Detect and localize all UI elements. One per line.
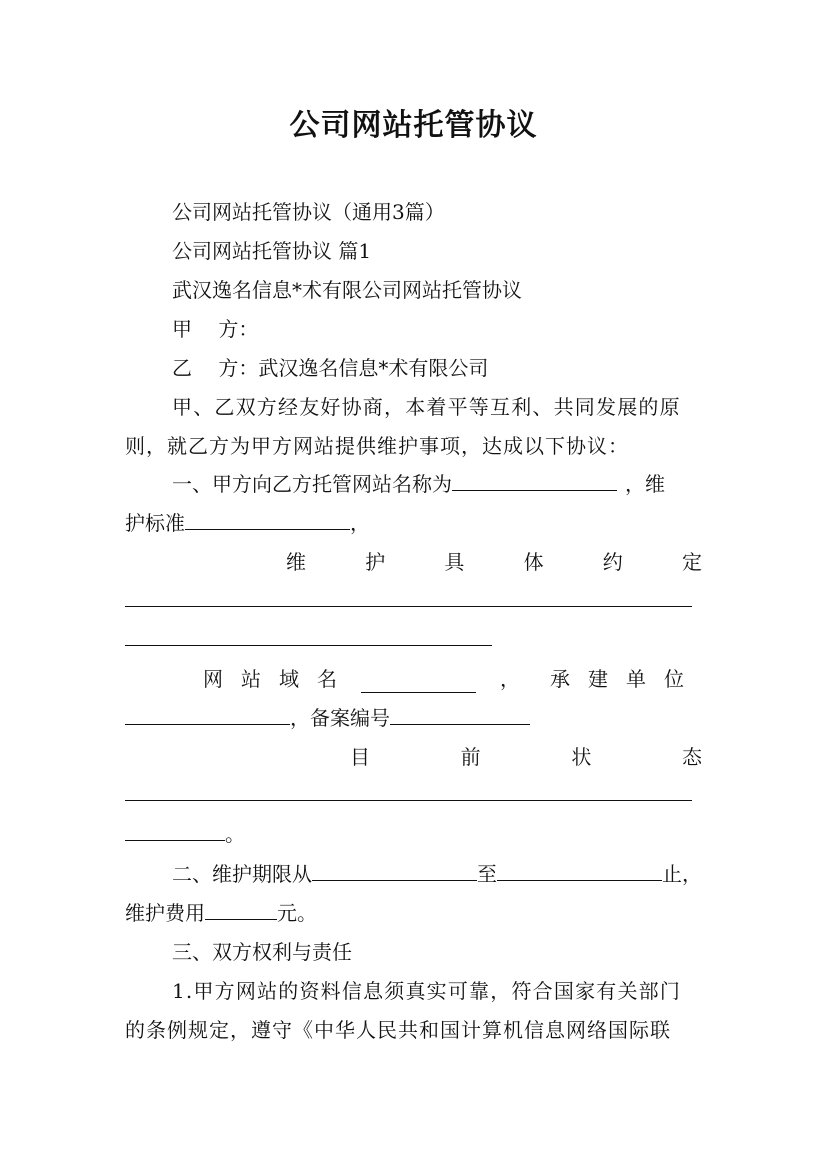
paragraph-intro-line2: 则，就乙方为甲方网站提供维护事项，达成以下协议： [125,434,629,458]
status-line2 [125,820,245,848]
rights-line1: 1.甲方网站的资料信息须真实可靠，符合国家有关部门 [172,979,682,1003]
char: 维 [286,550,306,574]
clause-2-line2 [125,899,317,927]
maintenance-details-label [286,548,702,576]
subtitle-line: 公司网站托管协议（通用3篇） [172,200,445,224]
end-date-blank [497,860,662,881]
clause-1-line1 [172,470,665,498]
clause-1-text: 一、甲方向乙方托管网站名称为 [172,472,452,496]
fee-blank [205,899,277,920]
builder-blank [125,704,290,725]
char: 护 [365,550,386,574]
char: 目 [350,745,370,769]
builder-label: 承建单位 [550,667,702,691]
char: 约 [602,550,623,574]
char: 态 [681,745,702,769]
clause-1-line2 [125,509,370,537]
clause-1-suffix: ，维 [625,472,665,496]
char: 前 [460,745,481,769]
char: 定 [681,550,702,574]
clause-3-heading: 三、双方权利与责任 [172,940,352,964]
agreement-name: 武汉逸名信息*术有限公司网站托管协议 [172,278,522,302]
period-label: 二、维护期限从 [172,862,312,886]
party-a-line: 甲 方： [172,317,259,341]
document-title: 公司网站托管协议 [289,108,538,143]
maintenance-blank-line1 [125,606,692,607]
clause-2-line1 [172,860,702,888]
paragraph-intro-line1: 甲、乙双方经友好协商，本着平等互利、共同发展的原 [172,395,681,419]
rights-line2: 的条例规定，遵守《中华人民共和国计算机信息网络国际联 [125,1018,671,1042]
record-label: ，备案编号 [290,706,390,730]
period-end: 止， [662,862,702,886]
period-to: 至 [477,862,497,886]
fee-unit: 元。 [277,901,317,925]
current-status-label [350,743,702,771]
maintenance-blank-line2 [125,645,492,646]
standard-blank [185,509,350,530]
standard-comma: ， [350,511,370,535]
status-blank-line1 [125,800,692,801]
domain-label: 网站域名 [203,667,355,691]
party-b-line: 乙 方：武汉逸名信息*术有限公司 [172,356,489,380]
status-blank-line2 [125,820,225,841]
standard-label: 护标准 [125,511,185,535]
domain-blank [361,672,476,693]
fee-label: 维护费用 [125,901,205,925]
record-line [125,704,530,732]
start-date-blank [312,860,477,881]
char: 体 [523,550,544,574]
domain-comma: ， [500,667,520,691]
site-name-blank [452,470,617,491]
char: 具 [444,550,465,574]
section-heading: 公司网站托管协议 篇1 [172,239,372,263]
domain-line [125,665,702,693]
char: 状 [571,745,592,769]
status-period: 。 [225,822,245,846]
record-blank [390,704,530,725]
